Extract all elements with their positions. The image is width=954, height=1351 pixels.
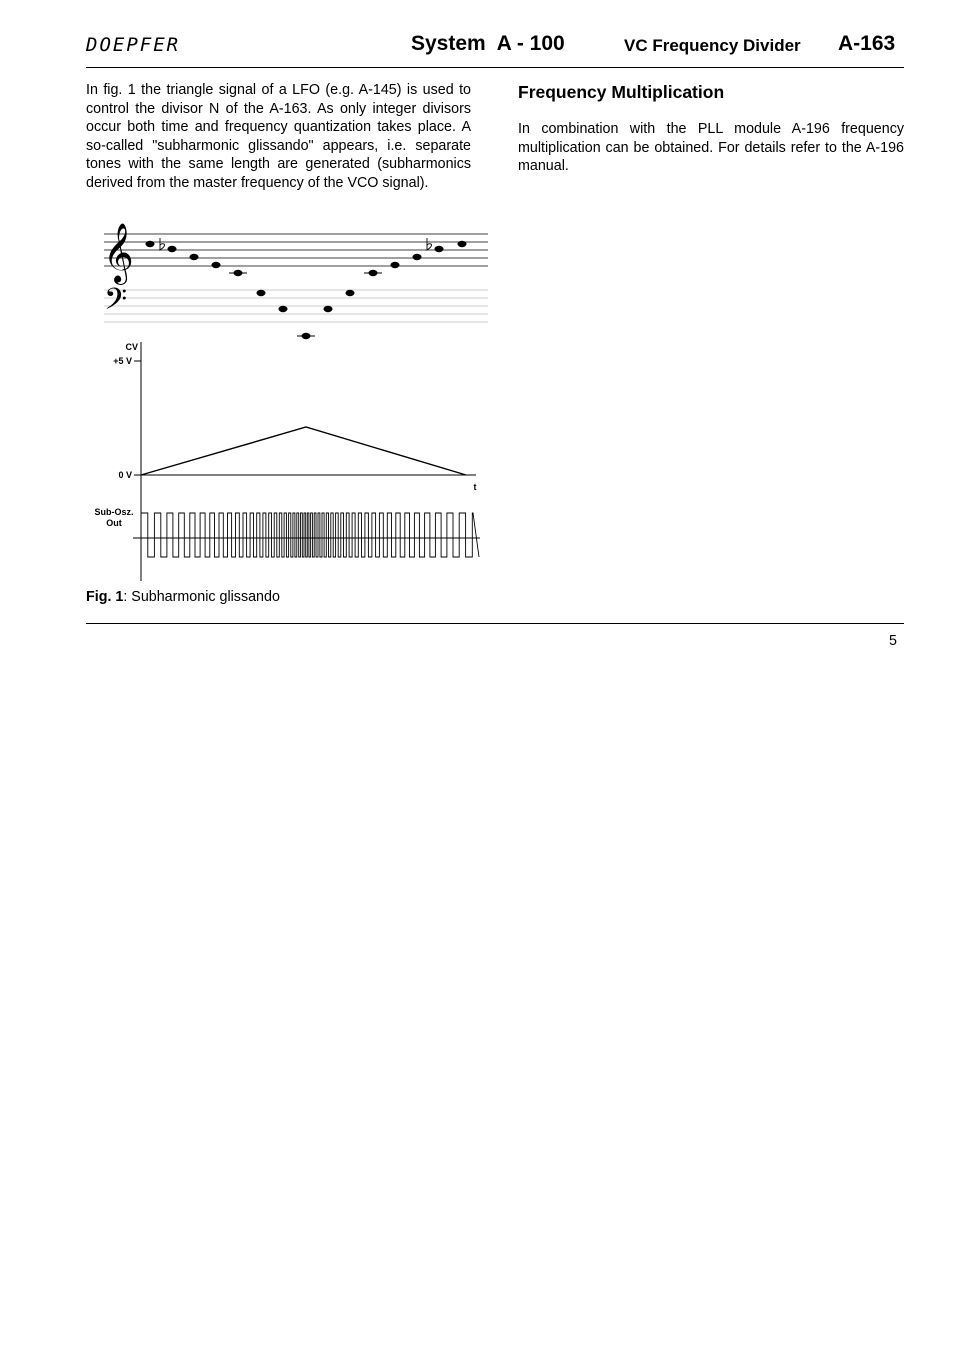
subharmonic-figure (86, 220, 496, 584)
time-axis-label: t (473, 482, 477, 492)
bass-clef-icon: 𝄢 (104, 282, 128, 323)
subosz-label-line2: Out (106, 518, 122, 528)
treble-clef-icon: 𝄞 (103, 224, 134, 282)
system-title: System A - 100 (411, 32, 565, 55)
zero-volt-label: 0 V (118, 470, 132, 480)
multiplication-paragraph: In combination with the PLL module A-196 frequency multiplication can be obtained. For details refer to the A-196 manual. (518, 121, 904, 174)
subosz-label-line1: Sub-Osz. (94, 507, 134, 517)
header-rule (86, 67, 904, 68)
cv-label: CV (125, 342, 138, 352)
triangle-cv-waveform (141, 427, 466, 475)
plus5v-label: +5 V (113, 356, 132, 366)
page-number: 5 (889, 633, 897, 649)
bass-staff (104, 290, 488, 322)
doepfer-logo: DOEPFER (86, 34, 181, 56)
module-code: A-163 (838, 32, 896, 55)
flat-sign-icon (160, 238, 432, 250)
section-heading: Frequency Multiplication (518, 82, 725, 102)
treble-staff (104, 234, 488, 266)
subosc-pulse-waveform (141, 513, 479, 557)
footer-rule (86, 623, 904, 624)
intro-paragraph: In fig. 1 the triangle signal of a LFO (e.g. A-145) is used to control the divisor N of the A-163. As only integer divisors occur both time and frequency quantization takes place. A so-called "subharmonic glissando" appears, i.e. separate tones with the same length are generated (subharmonics derived from the master frequency of the VCO signal). (86, 82, 471, 191)
figure-caption: Fig. 1: Subharmonic glissando (86, 589, 280, 605)
module-name: VC Frequency Divider (624, 36, 801, 55)
ledger-lines (229, 273, 382, 336)
